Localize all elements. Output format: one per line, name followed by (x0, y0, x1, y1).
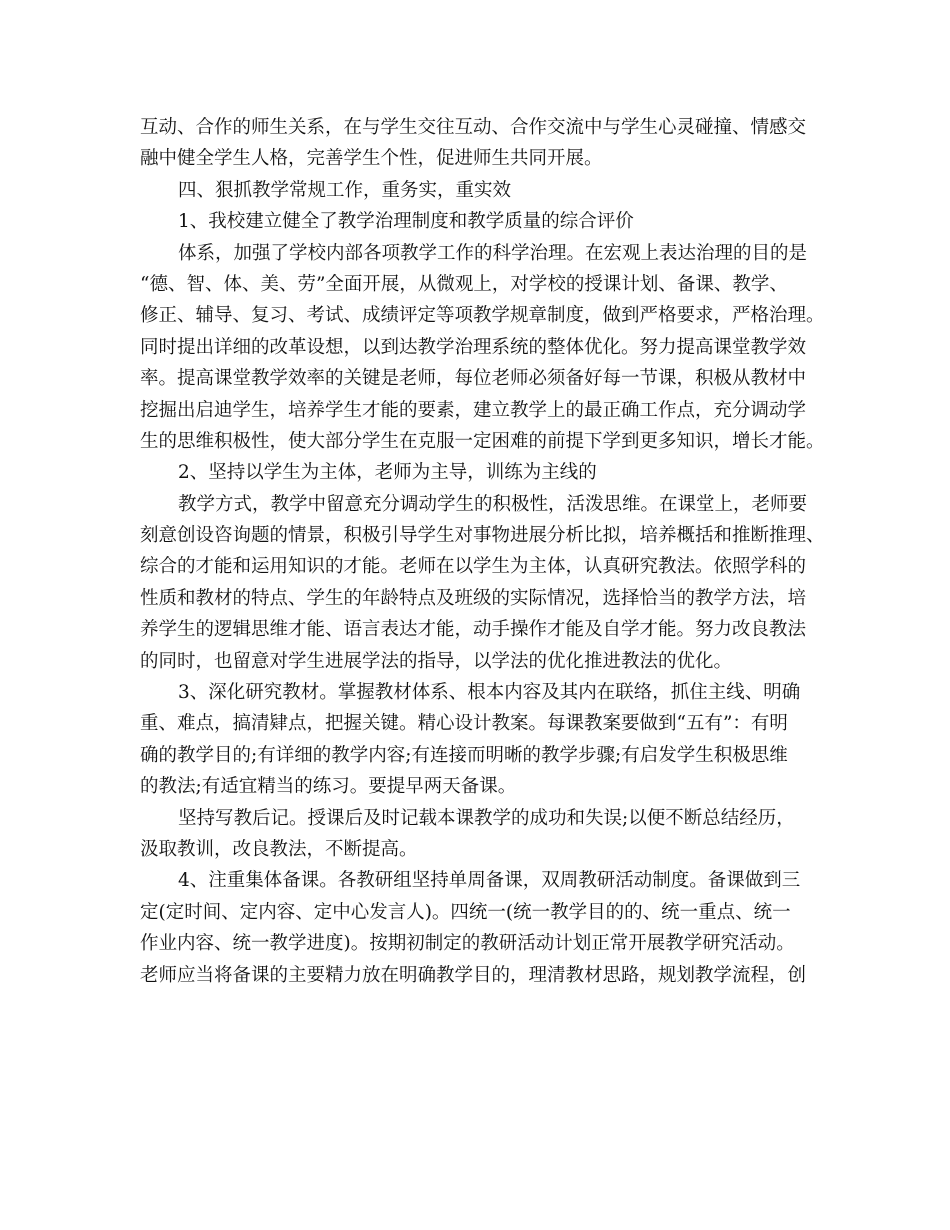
text-line: 老师应当将备课的主要精力放在明确教学目的，理清教材思路，规划教学流程，创 (140, 964, 807, 986)
text-line: 养学生的逻辑思维才能、语言表达才能，动手操作才能及自学才能。努力改良教法 (140, 619, 807, 641)
text-line: 刻意创设咨询题的情景，积极引导学生对事物进展分析比拟，培养概括和推断推理、 (140, 525, 825, 547)
text-line: 性质和教材的特点、学生的年龄特点及班级的实际情况，选择恰当的教学方法，培 (140, 587, 807, 609)
text-line: 综合的才能和运用知识的才能。老师在以学生为主体，认真研究教法。依照学科的 (140, 556, 807, 578)
text-line: 坚持写教后记。授课后及时记载本课教学的成功和失误;以便不断总结经历， (178, 807, 795, 829)
text-line: 确的教学目的;有详细的教学内容;有连接而明晰的教学步骤;有启发学生积极思维 (140, 744, 788, 766)
text-line: 重、难点，搞清肄点，把握关键。精心设计教案。每课教案要做到“五有”：有明 (140, 713, 788, 735)
text-line: 1、我校建立健全了教学治理制度和教学质量的综合评价 (178, 211, 634, 233)
text-line: 汲取教训，改良教法，不断提高。 (140, 838, 418, 860)
text-line: “德、智、体、美、劳”全面开展，从微观上，对学校的授课计划、备课、教学、 (140, 273, 788, 295)
text-line: 3、深化研究教材。掌握教材体系、根本内容及其内在联络，抓住主线、明确 (178, 682, 801, 704)
text-line: 融中健全学生人格，完善学生个性，促进师生共同开展。 (140, 148, 603, 170)
text-line: 的教法;有适宜精当的练习。要提早两天备课。 (140, 776, 517, 798)
text-line: 教学方式，教学中留意充分调动学生的积极性，活泼思维。在课堂上，老师要 (178, 493, 808, 515)
text-line: 作业内容、统一教学进度)。按期初制定的教研活动计划正常开展教学研究活动。 (140, 933, 795, 955)
text-line: 2、坚持以学生为主体，老师为主导，训练为主线的 (178, 462, 597, 484)
document-body (140, 112, 825, 991)
section-heading: 四、狠抓教学常规工作，重务实，重实效 (178, 179, 512, 201)
text-line: 体系，加强了学校内部各项教学工作的科学治理。在宏观上表达治理的目的是 (178, 242, 808, 264)
text-line: 同时提出详细的改革设想，以到达教学治理系统的整体优化。努力提高课堂教学效 (140, 336, 807, 358)
text-line: 4、注重集体备课。各教研组坚持单周备课，双周教研活动制度。备课做到三 (178, 870, 801, 892)
text-line: 挖掘出启迪学生，培养学生才能的要素，建立教学上的最正确工作点，充分调动学 (140, 399, 807, 421)
text-line: 率。提高课堂教学效率的关键是老师，每位老师必须备好每一节课，积极从教材中 (140, 368, 807, 390)
text-line: 生的思维积极性，使大部分学生在克服一定困难的前提下学到更多知识，增长才能。 (140, 430, 825, 452)
text-line: 定(定时间、定内容、定中心发言人)。四统一(统一教学目的的、统一重点、统一 (140, 901, 791, 923)
text-line: 修正、辅导、复习、考试、成绩评定等项教学规章制度，做到严格要求，严格治理。 (140, 305, 825, 327)
text-line: 互动、合作的师生关系，在与学生交往互动、合作交流中与学生心灵碰撞、情感交 (140, 117, 807, 138)
text-line: 的同时，也留意对学生进展学法的指导，以学法的优化推进教法的优化。 (140, 650, 733, 672)
